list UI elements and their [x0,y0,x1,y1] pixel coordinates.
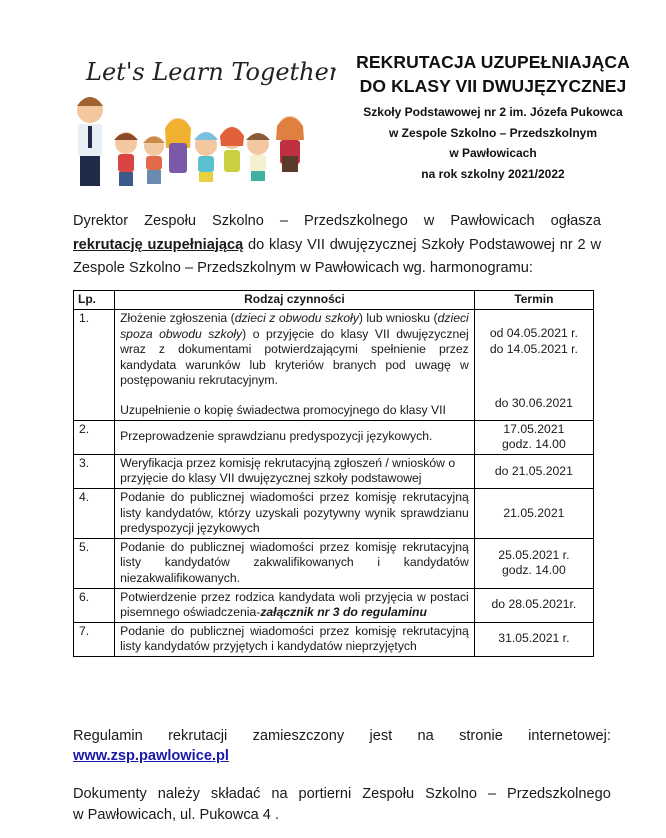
header-term: Termin [474,291,593,310]
row-number: 1. [74,310,115,421]
title-line-1: REKRUTACJA UZUPEŁNIAJĄCA [356,52,630,72]
table-row [74,538,594,588]
intro-word: w [423,213,435,229]
documents-word: Zespołu [362,786,415,802]
documents-word: Dokumenty [73,786,147,802]
activity-text: Złożenie zgłoszenia ( [120,311,235,325]
teacher-figure [77,97,103,186]
regulation-word: stronie [459,728,503,744]
children-illustration [68,40,336,195]
attachment-reference: załącznik nr 3 do regulaminu [260,605,427,620]
row-term [474,420,593,454]
regulation-word: rekrutacji [168,728,228,744]
term-line: 25.05.2021 r. [498,547,570,562]
intro-word: – [279,213,289,229]
table-row [74,622,594,656]
documents-word: należy [157,786,200,802]
row-number: 5. [74,538,115,588]
intro-rest-text: do klasy VII dwujęzycznej Szkoły Podstawowej nr 2 w Zespole Szkolno – Przedszkolnym w Pawłowicach wg. harmonogramu: [73,236,601,276]
documents-word: składać [210,786,261,802]
intro-word: Dyrektor [73,213,129,229]
row-term [474,488,593,538]
documents-line-1 [73,784,611,805]
intro-word: Przedszkolnego [303,213,408,229]
child-figure-1 [114,132,138,186]
regulation-paragraph [73,726,611,766]
documents-word: – [487,786,497,802]
row-number: 4. [74,488,115,538]
row-term [474,588,593,622]
intro-line-1 [73,210,601,234]
table-header-row [74,291,594,310]
subtitle-complex: w Zespole Szkolno – Przedszkolnym [388,125,598,140]
row-term [474,310,593,421]
row-activity: Przeprowadzenie sprawdzianu predyspozycji językowych. [115,420,475,454]
row-number: 7. [74,622,115,656]
documents-line-2: w Pawłowicach, ul. Pukowca 4 . [73,807,280,823]
activity-italic: dzieci spoza obwodu szkoły [120,311,469,341]
term-supplement: do 30.06.2021 [494,395,573,410]
table-row [74,454,594,488]
subtitle-school-year: na rok szkolny 2021/2022 [421,166,565,181]
child-figure-3 [165,118,191,173]
table-row [74,420,594,454]
term-line: do 14.05.2021 r. [489,341,578,356]
intro-rest [73,234,601,281]
intro-word: Zespołu [144,213,197,229]
row-term [474,538,593,588]
subtitle-town: w Pawłowicach [449,146,537,160]
intro-word: Szkolno [212,213,264,229]
child-figure-7 [276,116,304,172]
documents-paragraph [73,784,611,826]
term-line: godz. 14.00 [502,437,566,452]
row-activity: Weryfikacja przez komisję rekrutacyjną zgłoszeń / wniosków o przyjęcie do klasy VII dwujęzycznej szkoły podstawowej [115,454,475,488]
regulation-word: na [417,728,434,744]
schedule-table [73,290,594,657]
table-row [74,310,594,421]
term-line: 17.05.2021 [503,421,565,436]
slogan-text: Let's Learn Together! [86,58,336,86]
row-activity: Podanie do publicznej wiadomości przez komisję rekrutacyjną listy kandydatów przyjętych i kandydatów nieprzyjętych [115,622,475,656]
documents-word: Przedszkolnego [507,786,611,802]
title-line-2: DO KLASY VII DWUJĘZYCZNEJ [359,76,627,96]
regulation-line [73,726,611,746]
term-line: do 28.05.2021r. [491,597,577,612]
activity-italic: dzieci z obwodu szkoły [234,311,359,325]
table-row [74,488,594,538]
row-number: 3. [74,454,115,488]
row-activity [115,310,475,421]
intro-word: ogłasza [550,213,601,229]
row-number: 2. [74,420,115,454]
announcement-title [348,50,638,184]
intro-paragraph [73,210,601,281]
header-activity: Rodzaj czynności [115,291,475,310]
activity-text: ) lub wniosku ( [358,311,438,325]
school-website-link[interactable]: www.zsp.pawlowice.pl [73,748,229,764]
row-activity: Podanie do publicznej wiadomości przez komisję rekrutacyjną listy kandydatów, którzy uzyskali pozytywny wynik sprawdzianu predyspozycji językowych [115,488,475,538]
child-figure-2 [143,136,165,184]
header-lp: Lp. [74,291,115,310]
term-line: do 21.05.2021 [494,463,573,478]
activity-supplement: Uzupełnienie o kopię świadectwa promocyjnego do klasy VII [120,402,446,417]
row-term [474,622,593,656]
term-line: godz. 14.00 [502,563,566,578]
row-number: 6. [74,588,115,622]
row-activity [115,588,475,622]
documents-word: na [271,786,288,802]
intro-word: Pawłowicach [450,213,535,229]
documents-word: portierni [298,786,352,802]
table-row [74,588,594,622]
activity-text: Potwierdzenie przez rodzica kandydata woli przyjęcia w postaci pisemnego oświadczenia- [120,589,469,620]
documents-word: Szkolno [425,786,478,802]
regulation-word: internetowej: [528,728,611,744]
hero-illustration [68,40,336,195]
activity-text: ) o przyjęcie do klasy VII dwujęzycznej wraz z dokumentami potwierdzającymi spełnienie przez kandydata warunków lub kryteriów branych pod uwagę w postępowaniu rekrutacyjnym. [120,326,469,388]
child-figure-4 [194,132,218,182]
child-figure-6 [246,133,270,181]
child-figure-5 [220,127,244,172]
regulation-word: jest [369,728,393,744]
term-line: od 04.05.2021 r. [489,326,578,341]
subtitle-school: Szkoły Podstawowej nr 2 im. Józefa Pukowca [363,105,623,119]
row-activity: Podanie do publicznej wiadomości przez komisję rekrutacyjną listy kandydatów zakwalifikowanych i kandydatów niezakwalifikowanych. [115,538,475,588]
term-line: 31.05.2021 r. [498,631,570,646]
row-term [474,454,593,488]
regulation-word: zamieszczony [252,728,345,744]
term-line: 21.05.2021 [503,505,565,520]
regulation-word: Regulamin [73,728,143,744]
intro-emphasis: rekrutację uzupełniającą [73,236,244,253]
